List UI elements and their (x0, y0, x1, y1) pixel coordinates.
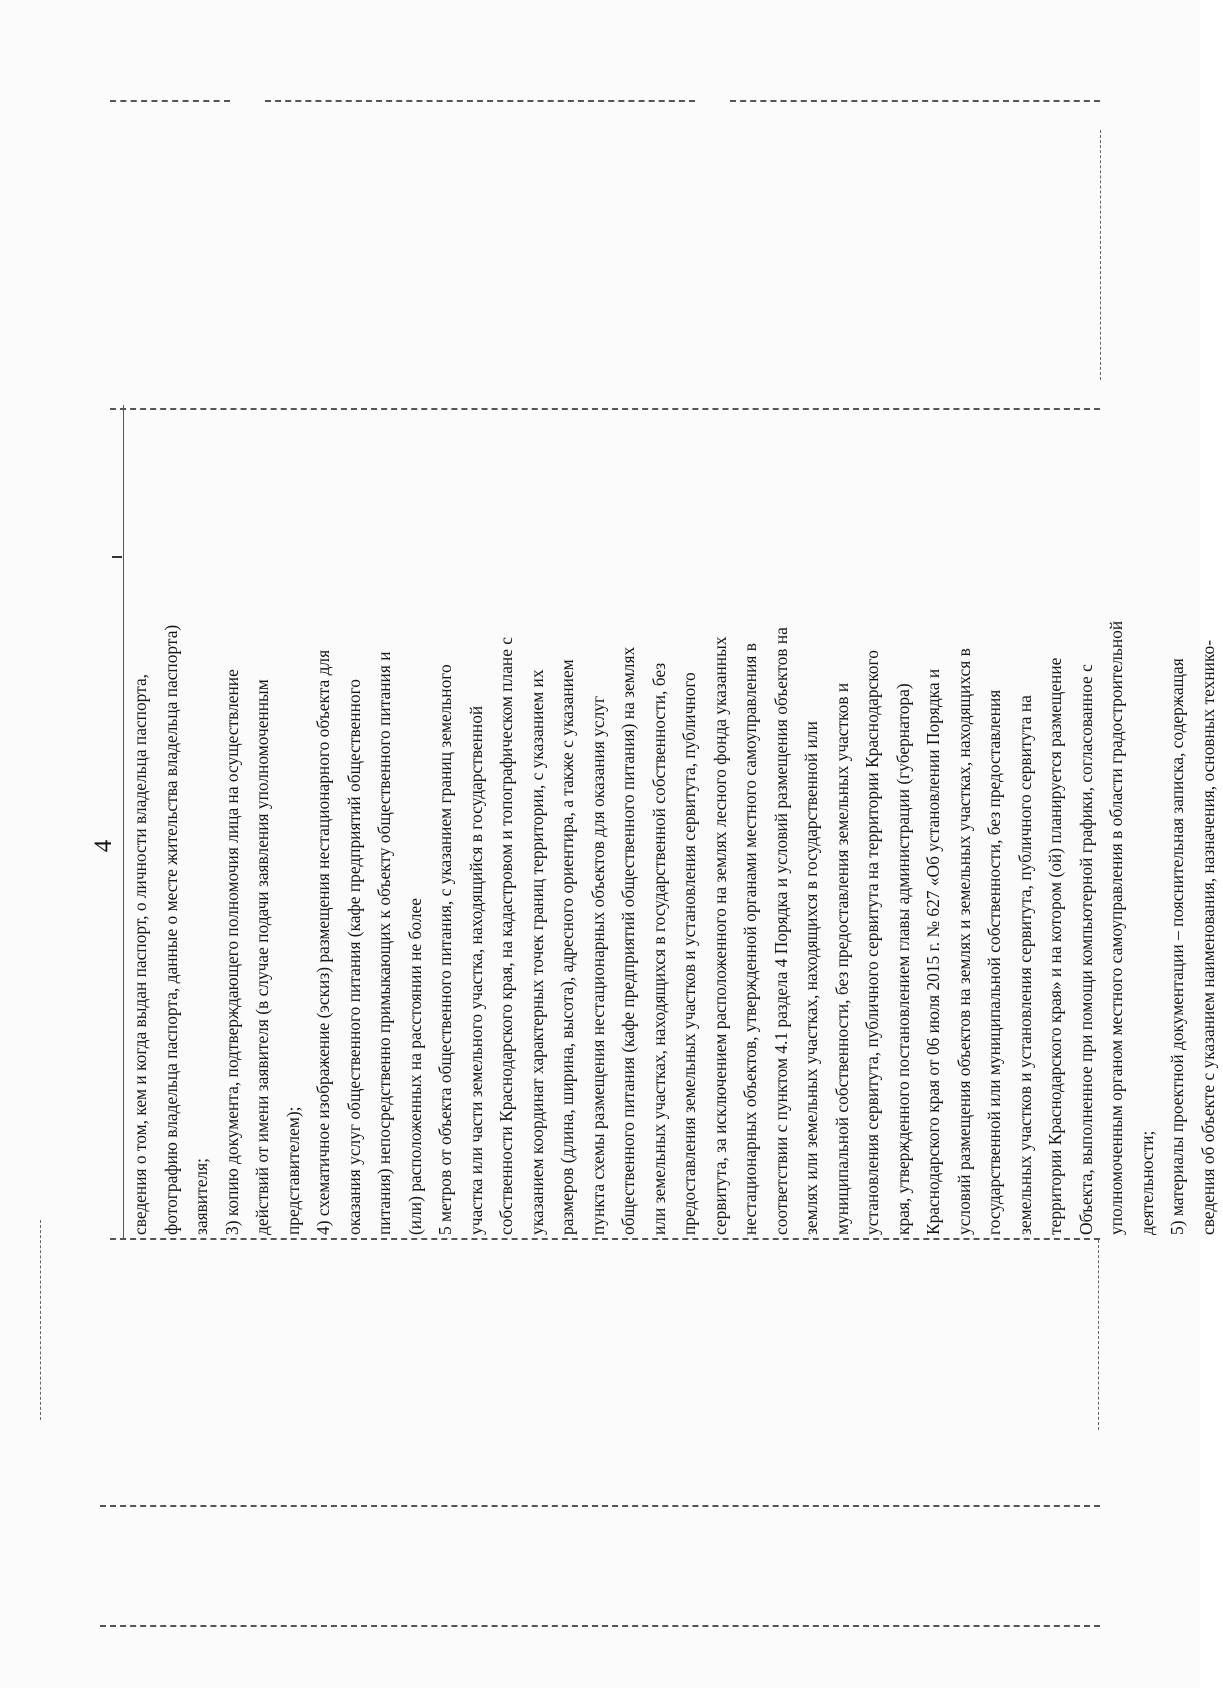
body-line: питания) непосредственно примыкающих к объекту общественного питания и (374, 651, 394, 1235)
scan-rule-right (1100, 130, 1101, 380)
body-line: фотографию владельца паспорта, данные о месте жительства владельца паспорта) (160, 624, 181, 1235)
body-line: землях или земельных участках, находящихся в государственной или (801, 721, 821, 1235)
scan-rule-top (730, 100, 1100, 102)
body-line: общественного питания (кафе предприятий общественного питания) на землях (618, 646, 638, 1235)
scan-rule-top (265, 100, 695, 102)
body-line: Объекта, выполненное при помощи компьютерной графики, согласованное с (1075, 664, 1096, 1235)
body-line: края, утвержденного постановлением главы администрации (губернатора) (892, 683, 913, 1235)
scan-rule-left (40, 1220, 41, 1420)
body-line: государственной или муниципальной собственности, без предоставления (984, 689, 1004, 1235)
body-line: территории Краснодарского края» и на котором (ой) планируется размещение (1045, 657, 1065, 1235)
body-line: предоставления земельных участков и установления сервитута, публичного (679, 672, 699, 1235)
body-line: действий от имени заявителя (в случае подачи заявления уполномоченным (252, 679, 272, 1235)
body-line: соответствии с пунктом 4.1 раздела 4 Порядка и условий размещения объектов на (770, 627, 791, 1235)
body-line: нестационарных объектов, утвержденной органами местного самоуправления в (740, 643, 760, 1235)
body-line: собственности Краснодарского края, на кадастровом и топографическом плане с (496, 636, 516, 1235)
body-line: муниципальной собственности, без предоставления земельных участков и (831, 682, 852, 1235)
page-number-tick (112, 556, 122, 558)
body-line: установления сервитута, публичного сервитута на территории Краснодарского (862, 650, 882, 1235)
scan-rule-bottom (110, 1238, 1100, 1240)
body-line: участка или части земельного участка, находящийся в государственной (465, 705, 486, 1235)
body-line: заявителя; (191, 1158, 211, 1235)
body-line: уполномоченным органом местного самоуправления в области градостроительной (1106, 620, 1126, 1235)
body-line: деятельности; (1136, 1130, 1157, 1235)
body-line: Краснодарского края от 06 июля 2015 г. № 627 «Об установлении Порядка и (923, 668, 943, 1235)
body-line: 3) копию документа, подтверждающего полномочия лица на осуществление (221, 669, 242, 1235)
body-line: представителем); (282, 1106, 303, 1235)
body-line: 5 метров от объекта общественного питания, с указанием границ земельного (435, 664, 455, 1235)
body-line: 5) материалы проектной документации – пояснительная записка, содержащая (1167, 658, 1187, 1235)
body-line: сервитута, за исключением расположенного на землях лесного фонда указанных (709, 636, 730, 1235)
body-line: оказания услуг общественного питания (кафе предприятий общественного (343, 679, 364, 1235)
scan-rule-bottom (100, 1505, 1100, 1507)
body-line: указанием координат характерных точек границ территории, с указанием их (526, 669, 547, 1235)
body-line: условий размещения объектов на землях и земельных участках, находящихся в (953, 648, 974, 1235)
scan-rule-top (110, 408, 1100, 410)
scan-rule-bottom (100, 1625, 1100, 1627)
body-line: 4) схематичное изображение (эскиз) размещения нестационарного объекта для (313, 649, 333, 1235)
body-line: или земельных участках, находящихся в государственной собственности, без (648, 662, 669, 1235)
body-line: земельных участков и установления сервитута, публичного сервитута на (1014, 695, 1035, 1235)
body-line: сведения об объекте с указанием наименования, назначения, основных технико- (1197, 640, 1218, 1235)
body-line: пункта схемы размещения нестационарных объектов для оказания услуг (587, 695, 608, 1235)
page-number: 4 (90, 839, 117, 853)
scan-rule-top (110, 100, 230, 102)
body-line: (или) расположенных на расстоянии не более (404, 898, 425, 1235)
text-margin-rule (123, 405, 124, 1240)
scan-rule-left (1098, 1240, 1099, 1430)
document-body (125, 405, 1218, 1235)
body-line: размеров (длина, ширина, высота), адресного ориентира, а также с указанием (557, 659, 577, 1235)
body-line: сведения о том, кем и когда выдан паспорт, о личности владельца паспорта, (130, 673, 150, 1235)
